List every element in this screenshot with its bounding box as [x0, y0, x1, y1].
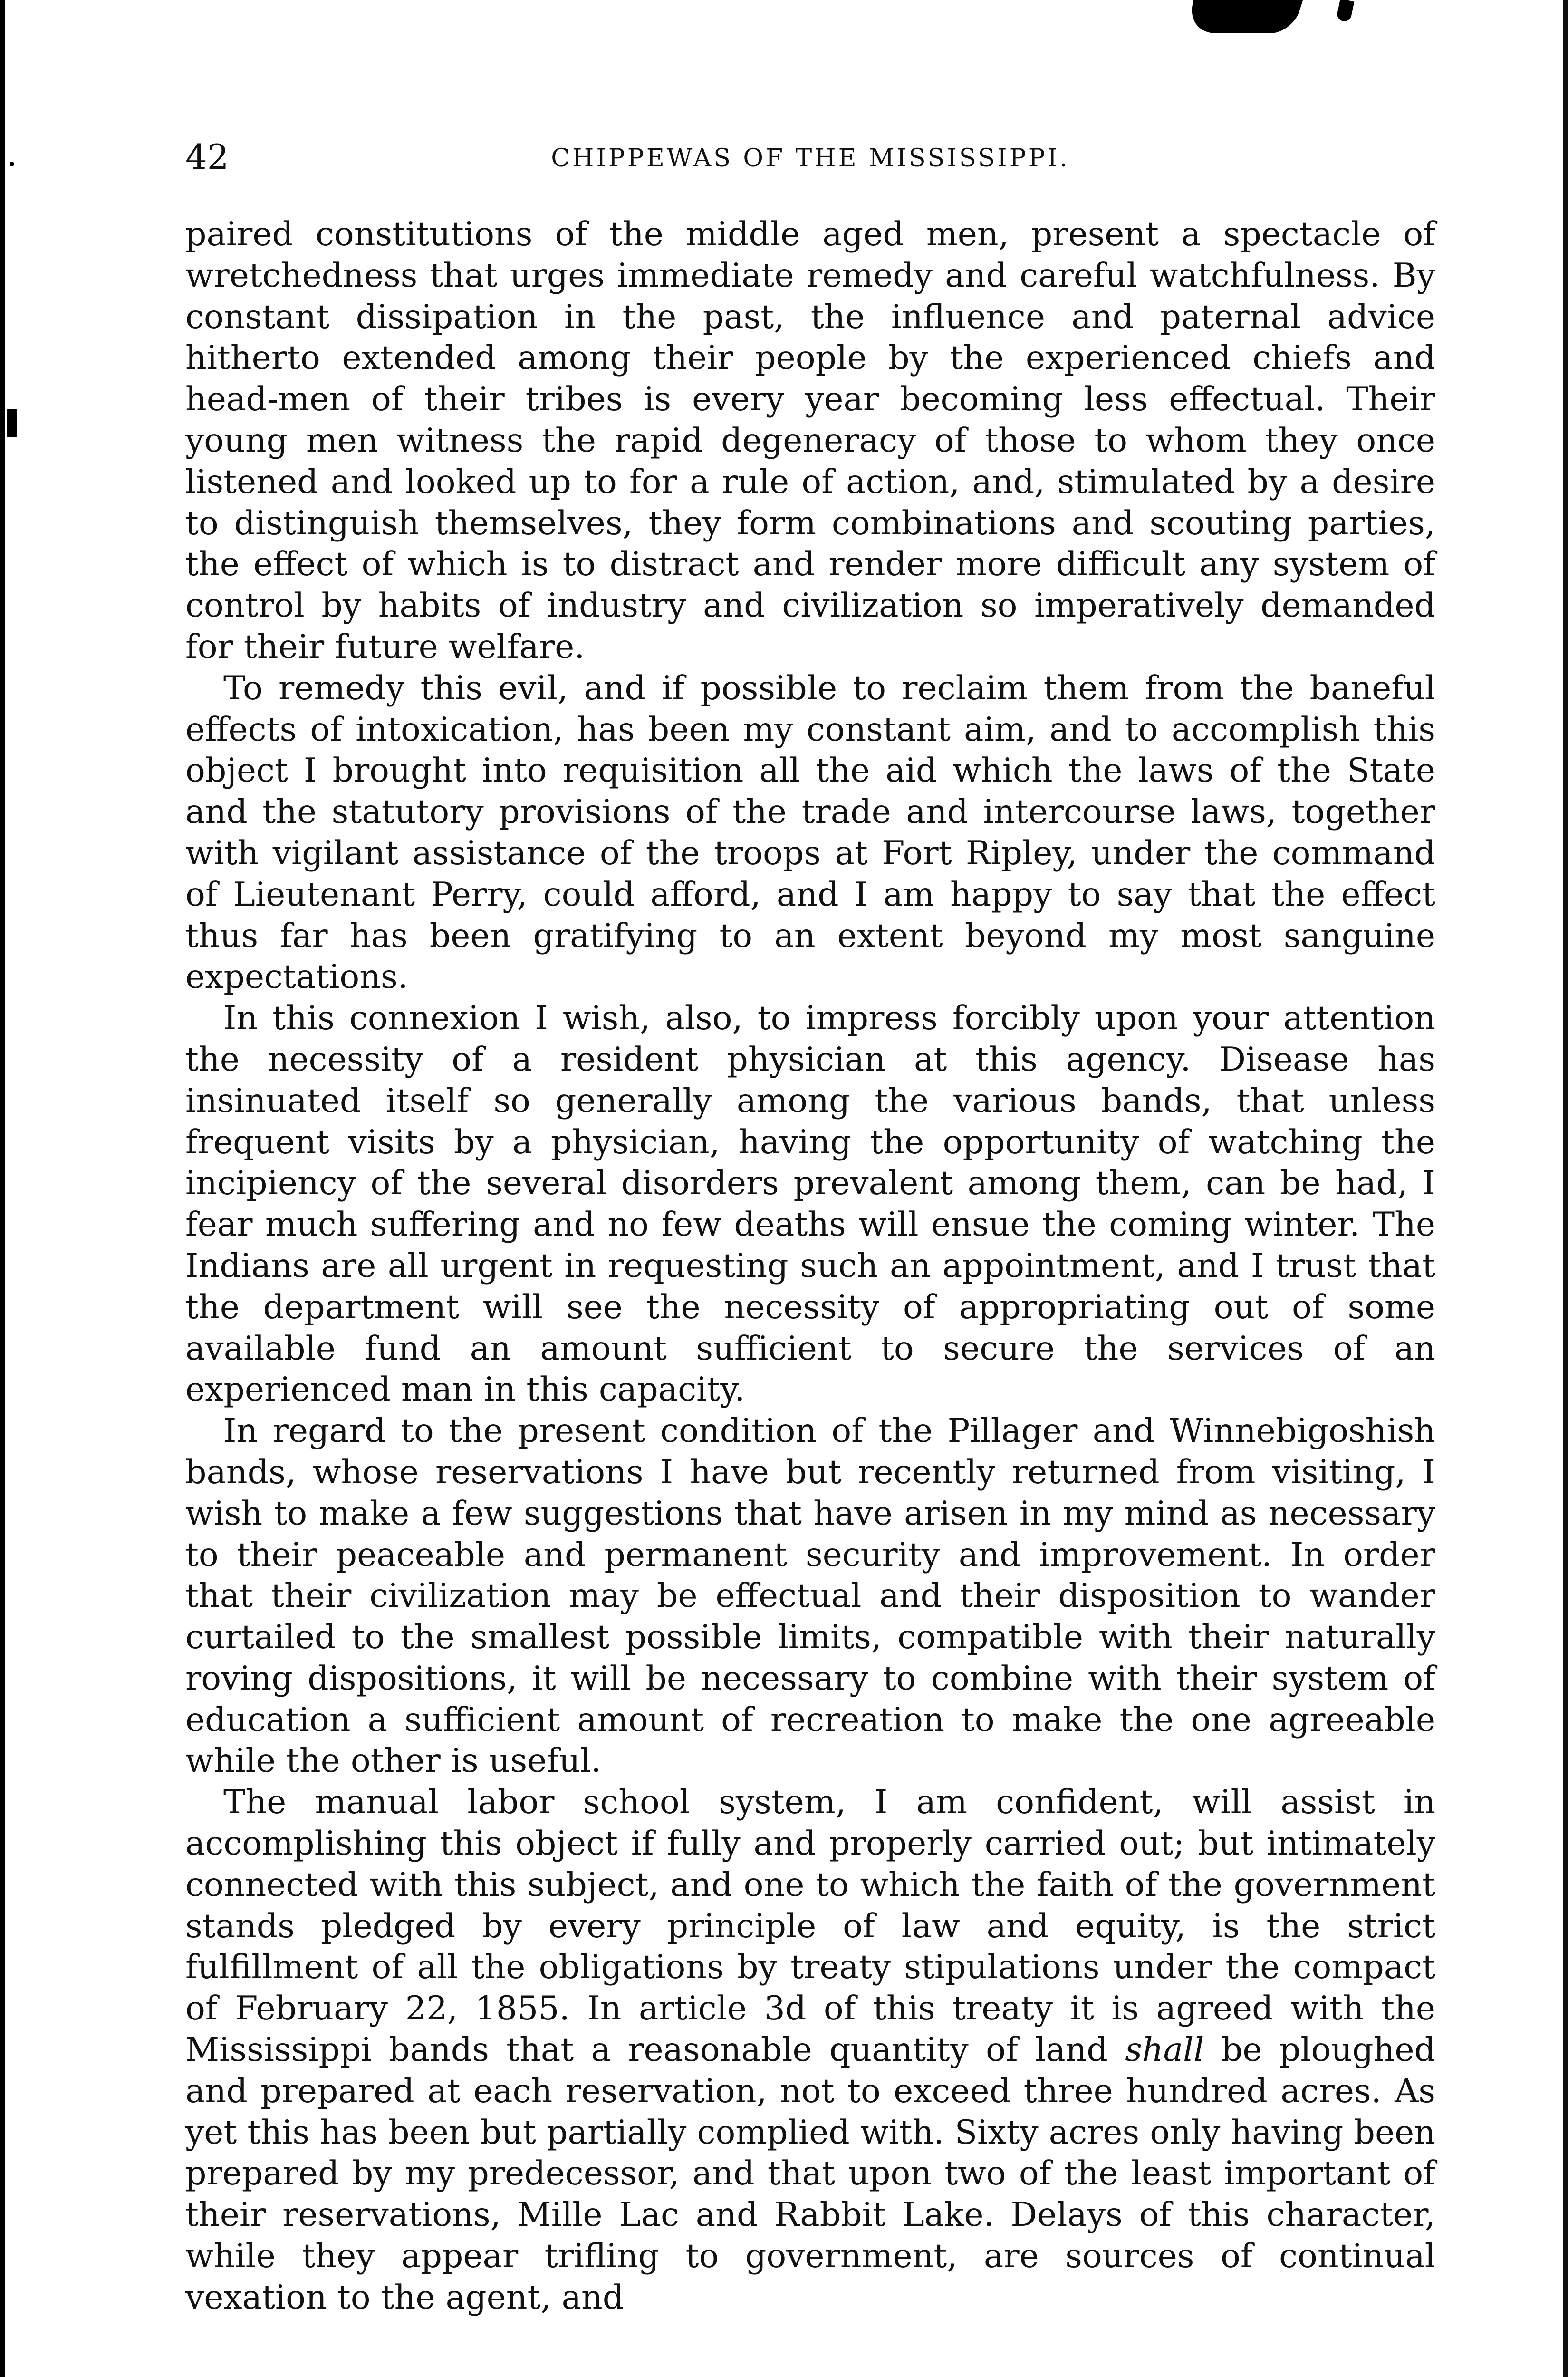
scan-mark [7, 409, 17, 437]
scan-mark [10, 162, 14, 166]
running-head [185, 138, 1435, 176]
paragraph: To remedy this evil, and if possible to reclaim them from the baneful effects of intoxication, has been my constant aim, and to accomplish this object I brought into requisition all the aid which the laws of the State and the statutory provisions of the trade and intercourse laws, together with vigilant assistance of the troops at Fort Ripley, under the command of Lieutenant Perry, could afford, and I am happy to say that the effect thus far has been gratifying to an extent beyond my most sanguine expectations. [185, 668, 1435, 996]
paragraph: In regard to the present condition of the Pillager and Winnebigoshish bands, whose reservations I have but recently returned from visiting, I wish to make a few suggestions that have arisen in my mind as necessary to their peaceable and permanent security and improvement. In order that their civilization may be effectual and their disposition to wander curtailed to the smallest possible limits, compatible with their naturally roving dispositions, it will be necessary to combine with their system of education a sufficient amount of recreation to make the one agreeable while the other is useful. [185, 1411, 1435, 1780]
paragraph-text: The manual labor school system, I am confident, will assist in accomplishing this object if fully and properly carried out; but intimately connected with this subject, and one to which the faith of the government stands pledged by every principle of law and equity, is the strict fulfillment of all the obligations by treaty stipulations under the compact of February 22, 1855. In article 3d of this treaty it is agreed with the Mississippi bands that a reasonable quantity of land [185, 1783, 1435, 2069]
paragraph [185, 1782, 1435, 2318]
page-number: 42 [185, 137, 229, 177]
scan-edge-left [0, 0, 5, 2377]
paragraph: In this connexion I wish, also, to impress forcibly upon your attention the necessity of a resident physician at this agency. Disease has insinuated itself so generally among the various bands, that unless frequent visits by a physician, having the opportunity of watching the incipiency of the several disorders prevalent among them, can be had, I fear much suffering and no few deaths will ensue the coming winter. The Indians are all urgent in requesting such an appointment, and I trust that the department will see the necessity of appropriating out of some available fund an amount sufficient to secure the services of an experienced man in this capacity. [185, 999, 1435, 1409]
ink-blot [1336, 0, 1355, 23]
body-text [185, 214, 1435, 2319]
emphasized-word: shall [1125, 2030, 1204, 2069]
ink-blot [1183, 0, 1303, 33]
paragraph-text: be ploughed and prepared at each reservation, not to exceed three hundred acres. As yet this has been but partially complied with. Sixty acres only having been prepared by my predecessor, and that upon two of the least important of their reservations, Mille Lac and Rabbit Lake. Delays of this character, while they appear trifling to government, are sources of continual vexation to the agent, and [185, 2030, 1435, 2317]
paragraph: paired constitutions of the middle aged men, present a spectacle of wretchedness that urges immediate remedy and careful watchfulness. By constant dissipation in the past, the influence and paternal advice hitherto extended among their people by the experienced chiefs and head-men of their tribes is every year becoming less effectual. Their young men witness the rapid degeneracy of those to whom they once listened and looked up to for a rule of action, and, stimulated by a desire to distinguish themselves, they form combinations and scouting parties, the effect of which is to distract and render more difficult any system of control by habits of industry and civilization so imperatively demanded for their future welfare. [185, 215, 1435, 666]
scan-edge-right [1563, 0, 1568, 2377]
running-title: CHIPPEWAS OF THE MISSISSIPPI. [551, 144, 1070, 173]
